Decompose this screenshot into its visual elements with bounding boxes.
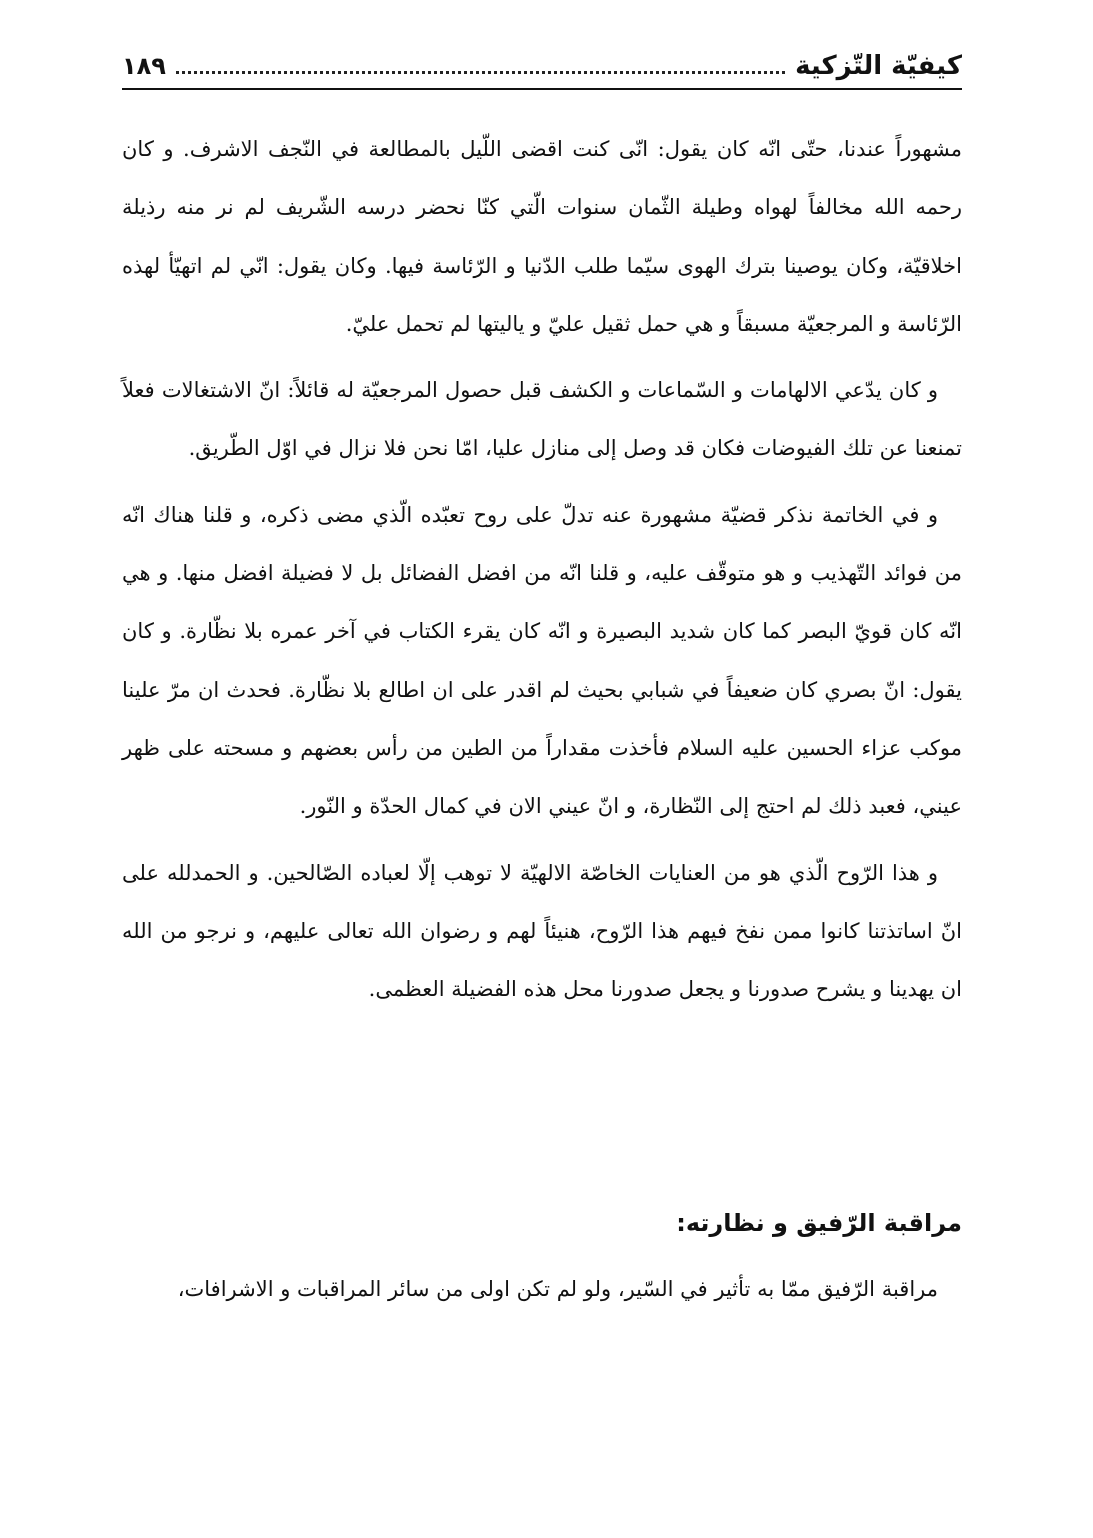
main-text (122, 120, 962, 1026)
section-heading: مراقبة الرّفيق و نظارته: (676, 1209, 962, 1237)
running-title: كيفيّة التّزكية (795, 51, 962, 81)
paragraph-1: مشهوراً عندنا، حتّى انّه كان يقول: انّى كنت اقضى اللّيل بالمطالعة في النّجف الاشرف. و كان رحمه الله مخالفاً لهواه وطيلة الثّمان سنوات الّتي كنّا نحضر درسه الشّريف لم نر منه رذيلة اخلاقيّة، وكان يوصينا بترك الهوى سيّما طلب الدّنيا و الرّئاسة فيها. وكان يقول: انّي لم اتهيّأ لهذه الرّئاسة و المرجعيّة مسبقاً و هي حمل ثقيل عليّ و ياليتها لم تحمل عليّ. (122, 137, 962, 336)
paragraph-2: و كان يدّعي الالهامات و السّماعات و الكشف قبل حصول المرجعيّة له قائلاً: انّ الاشتغالات فعلاً تمنعنا عن تلك الفيوضات فكان قد وصل إلى منازل عليا، امّا نحن فلا نزال في اوّل الطّريق. (122, 378, 962, 461)
paragraph-3: و في الخاتمة نذكر قضيّة مشهورة عنه تدلّ على روح تعبّده الّذي مضى ذكره، و قلنا هناك انّه من فوائد التّهذيب و هو متوقّف عليه، و قلنا انّه من افضل الفضائل بل لا فضيلة افضل منها. و هي انّه كان قويّ البصر كما كان شديد البصيرة و انّه كان يقرء الكتاب في آخر عمره بلا نظّارة. و كان يقول: انّ بصري كان ضعيفاً في شبابي بحيث لم اقدر على ان اطالع بلا نظّارة. فحدث ان مرّ علينا موكب عزاء الحسين عليه السلام فأخذت مقداراً من الطين من رأس بعضهم و مسحته على ظهر عيني، فعبد ذلك لم احتج إلى النّظارة، و انّ عيني الان في كمال الحدّة و النّور. (122, 502, 962, 819)
page-number: ١٨٩ (122, 52, 166, 80)
paragraph-4: و هذا الرّوح الّذي هو من العنايات الخاصّة الالهيّة لا توهب إلّا لعباده الصّالحين. و الحمدلله على انّ اساتذتنا كانوا ممن نفخ فيهم هذا الرّوح، هنيئاً لهم و رضوان الله تعالى عليهم، و نرجو من الله ان يهدينا و يشرح صدورنا و يجعل صدورنا محل هذه الفضيلة العظمى. (122, 860, 962, 1002)
header-rule (122, 88, 962, 90)
section-first-line: مراقبة الرّفيق ممّا به تأثير في السّير، ولو لم تكن اولى من سائر المراقبات و الاشرافات، (177, 1277, 938, 1301)
running-header (122, 34, 962, 86)
leader-dots (176, 71, 785, 74)
